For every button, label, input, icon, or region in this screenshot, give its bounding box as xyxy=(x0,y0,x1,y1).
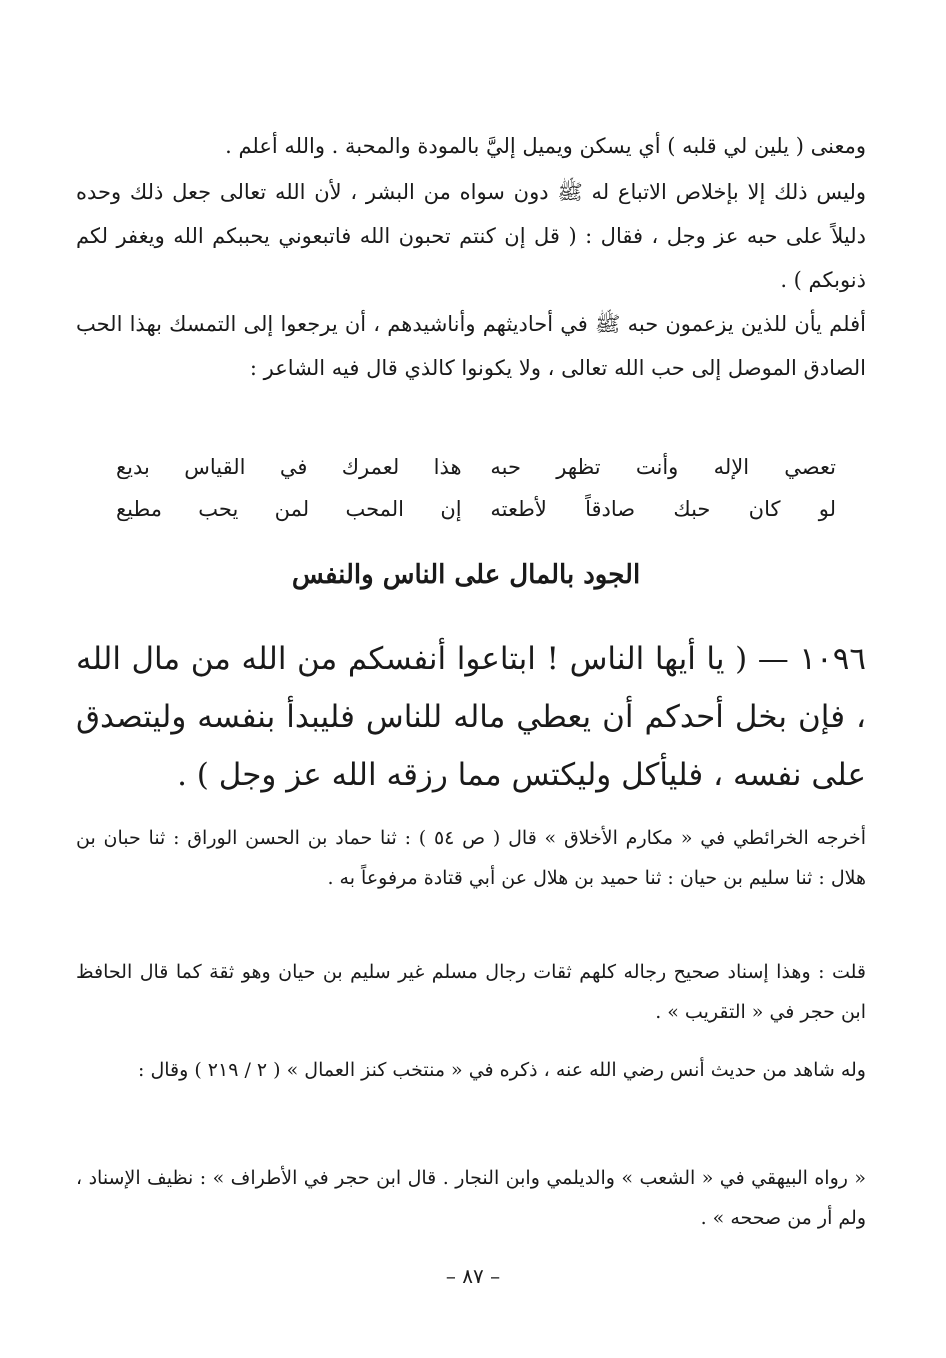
hadith-text: ١٠٩٦ — ( يا أيها الناس ! ابتاعوا أنفسكم من الله من مال الله ، فإن بخل أحدكم أن يعطي ماله للناس فليبدأ بنفسه وليتصدق على نفسه ، فليأكل وليكتس مما رزقه الله عز وجل ) . xyxy=(76,641,866,793)
quote-note: « رواه البيهقي في « الشعب » والديلمي وابن النجار . قال ابن حجر في الأطراف » : نظيف الإسناد ، ولم أر من صححه » . xyxy=(76,1167,866,1229)
verse-line-2-second-hemistich: إن المحب لمن يحب مطيع xyxy=(116,497,462,521)
paragraph-following: وليس ذلك إلا بإخلاص الاتباع له ﷺ دون سواه من البشر ، لأن الله تعالى جعل ذلك وحده دليلاً على حبه عز وجل ، فقال : ( قل إن كنتم تحبون الله فاتبعوني يحببكم الله ويغفر لكم ذنوبكم ) . xyxy=(76,180,866,292)
section-heading: الجود بالمال على الناس والنفس xyxy=(291,560,641,590)
witness-note: وله شاهد من حديث أنس رضي الله عنه ، ذكره في « منتخب كنز العمال » ( ٢ / ٢١٩ ) وقال : xyxy=(138,1059,866,1081)
verse-line-1 xyxy=(116,446,836,488)
paragraph-meaning: ومعنى ( يلين لي قلبه ) أي يسكن ويميل إليَّ بالمودة والمحبة . والله أعلم . xyxy=(225,134,866,158)
verse-line-1-first-hemistich: تعصي الإله وأنت تظهر حبه xyxy=(490,455,836,479)
page-number: – ٨٧ – xyxy=(445,1264,501,1288)
verse-line-1-second-hemistich: هذا لعمرك في القياس بديع xyxy=(116,455,462,479)
poem-verse xyxy=(116,446,836,530)
paragraph-claimants: أفلم يأن للذين يزعمون حبه ﷺ في أحاديثهم وأناشيدهم ، أن يرجعوا إلى التمسك بهذا الحب الصادق الموصل إلى حب الله تعالى ، ولا يكونوا كالذي قال فيه الشاعر : xyxy=(76,312,866,380)
verse-line-2-first-hemistich: لو كان حبك صادقاً لأطعته xyxy=(490,497,836,521)
verse-line-2 xyxy=(116,488,836,530)
isnad-grading-note: قلت : وهذا إسناد صحيح رجاله كلهم ثقات رجال مسلم غير سليم بن حيان وهو ثقة كما قال الحافظ ابن حجر في « التقريب » . xyxy=(76,961,866,1023)
takhrij-note: أخرجه الخرائطي في « مكارم الأخلاق » قال ( ص ٥٤ ) : ثنا حماد بن الحسن الوراق : ثنا حبان بن هلال : ثنا سليم بن حيان : ثنا حميد بن هلال عن أبي قتادة مرفوعاً به . xyxy=(76,827,866,889)
